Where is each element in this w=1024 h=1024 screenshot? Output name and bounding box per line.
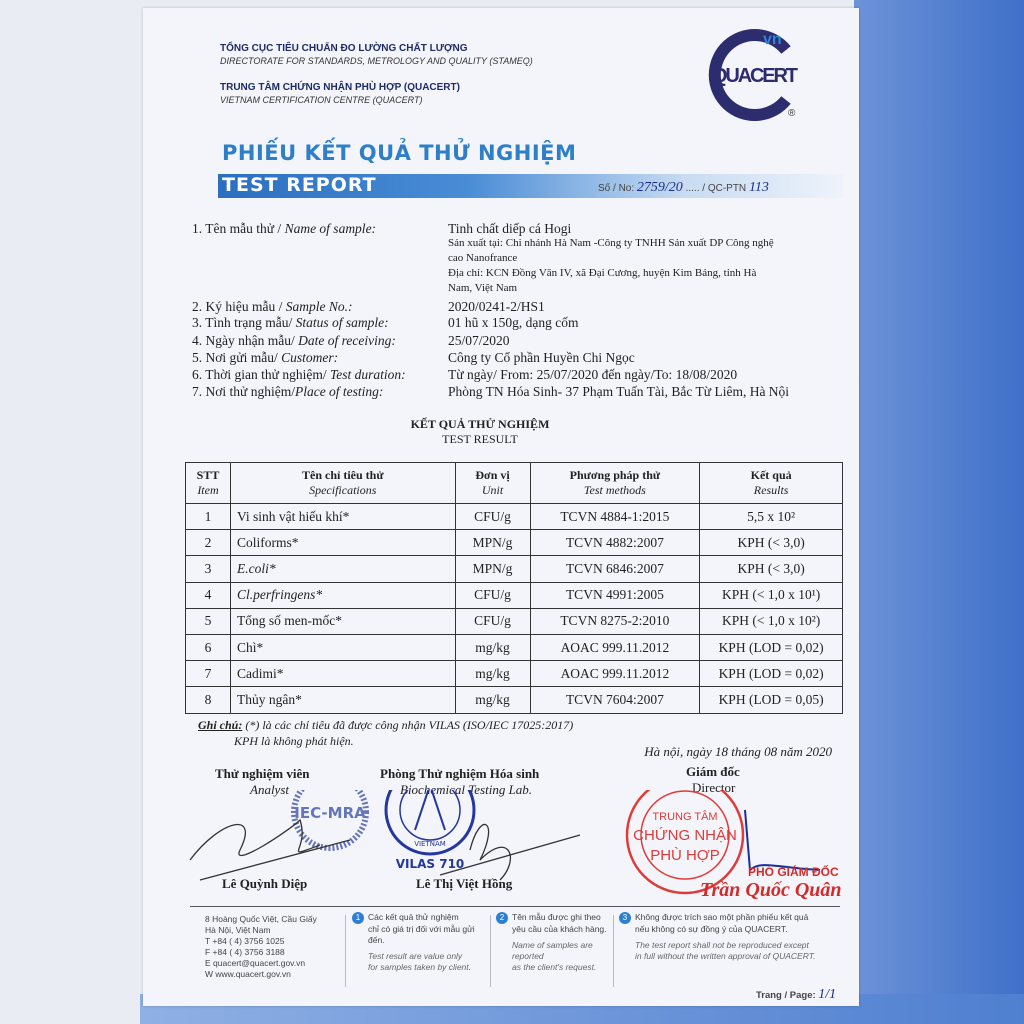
cell-item: 5	[186, 608, 231, 634]
cell-result: KPH (LOD = 0,05)	[700, 687, 843, 713]
cell-item: 1	[186, 504, 231, 530]
column-header: STT Item	[186, 463, 231, 504]
cell-unit: mg/kg	[455, 687, 530, 713]
org1-vi: TỔNG CỤC TIÊU CHUẨN ĐO LƯỜNG CHẤT LƯỢNG	[220, 43, 468, 54]
cell-result: KPH (< 1,0 x 10¹)	[700, 582, 843, 608]
cell-result: 5,5 x 10²	[700, 504, 843, 530]
cell-unit: mg/kg	[455, 634, 530, 660]
info-value: Tinh chất diếp cá Hogi	[448, 221, 572, 236]
logo-reg: ®	[788, 108, 796, 119]
cell-unit: CFU/g	[455, 582, 530, 608]
org2-vi: TRUNG TÂM CHỨNG NHẬN PHÙ HỢP (QUACERT)	[220, 82, 460, 93]
cell-method: AOAC 999.11.2012	[530, 661, 700, 687]
svg-text:VIETNAM: VIETNAM	[414, 840, 446, 848]
cell-item: 7	[186, 661, 231, 687]
sample-detail: Nam, Việt Nam	[448, 282, 518, 294]
cell-result: KPH (LOD = 0,02)	[700, 634, 843, 660]
table-row	[186, 687, 843, 713]
column-header: Tên chỉ tiêu thử Specifications	[230, 463, 455, 504]
lab-signature	[440, 825, 580, 880]
quacert-logo	[700, 22, 810, 122]
cell-method: TCVN 8275-2:2010	[530, 608, 700, 634]
cell-unit: MPN/g	[455, 530, 530, 556]
info-label: 3. Tình trạng mẫu/ Status of sample:	[192, 315, 389, 330]
info-label: 2. Ký hiệu mẫu / Sample No.:	[192, 299, 353, 314]
svg-text:PHÙ HỢP: PHÙ HỢP	[650, 847, 720, 864]
footer-contact: 8 Hoàng Quốc Việt, Cầu Giấy Hà Nội, Việt Nam T +84 ( 4) 3756 1025 F +84 ( 4) 3756 3188 E quacert@quacert.gov.vn W www.quacert.gov.vn	[205, 914, 317, 979]
sig-analyst-role-en: Analyst	[250, 782, 289, 797]
sig-lab-name: Lê Thị Việt Hồng	[416, 876, 513, 891]
info-value: Phòng TN Hóa Sinh- 37 Phạm Tuấn Tài, Bắc Từ Liêm, Hà Nội	[448, 384, 790, 399]
cell-result: KPH (< 1,0 x 10²)	[700, 608, 843, 634]
info-value: 2020/0241-2/HS1	[448, 299, 545, 314]
cell-spec: Thủy ngân*	[230, 687, 455, 713]
page-number: Trang / Page: 1/1	[756, 987, 837, 1002]
cell-item: 4	[186, 582, 231, 608]
title-vi: PHIẾU KẾT QUẢ THỬ NGHIỆM	[222, 141, 577, 165]
column-header: Kết quả Results	[700, 463, 843, 504]
cell-item: 6	[186, 634, 231, 660]
cell-method: TCVN 4882:2007	[530, 530, 700, 556]
director-signature	[745, 810, 820, 870]
table-row	[186, 634, 843, 660]
svg-text:TRUNG TÂM: TRUNG TÂM	[652, 811, 718, 823]
footer-note: 2 Tên mẫu được ghi theo yêu cầu của khách hàng. Name of samples are reported as the client's request.	[496, 912, 609, 973]
table-row	[186, 582, 843, 608]
cell-method: TCVN 6846:2007	[530, 556, 700, 582]
svg-text:VILAS 710: VILAS 710	[395, 857, 465, 871]
cell-method: TCVN 7604:2007	[530, 687, 700, 713]
cell-method: TCVN 4991:2005	[530, 582, 700, 608]
cell-unit: mg/kg	[455, 661, 530, 687]
cell-result: KPH (< 3,0)	[700, 556, 843, 582]
cell-method: AOAC 999.11.2012	[530, 634, 700, 660]
sig-director-role-en: Director	[692, 780, 736, 795]
cell-spec: Cadimi*	[230, 661, 455, 687]
cell-result: KPH (LOD = 0,02)	[700, 661, 843, 687]
table-row	[186, 556, 843, 582]
cell-spec: Vi sinh vật hiếu khí*	[230, 504, 455, 530]
org2-en: VIETNAM CERTIFICATION CENTRE (QUACERT)	[220, 95, 423, 105]
cell-spec: E.coli*	[230, 556, 455, 582]
logo-vn: vn	[763, 31, 782, 48]
footer-note: 1 Các kết quả thử nghiệm chỉ có giá trị đối với mẫu gửi đến. Test result are value only for samples taken by client.	[352, 912, 486, 973]
sig-analyst-name: Lê Quỳnh Diệp	[222, 876, 308, 891]
sig-lab-role: Phòng Thử nghiệm Hóa sinh	[380, 766, 540, 781]
red-certification-stamp	[627, 790, 743, 893]
footer-divider	[190, 906, 840, 907]
result-heading-en: TEST RESULT	[442, 432, 518, 446]
info-label: 6. Thời gian thử nghiệm/ Test duration:	[192, 367, 406, 382]
note-line-1: Ghi chú: (*) là các chỉ tiêu đã được công nhận VILAS (ISO/IEC 17025:2017)	[198, 718, 574, 732]
svg-text:IEC-MRA: IEC-MRA	[294, 804, 366, 822]
table-row	[186, 608, 843, 634]
table-row	[186, 530, 843, 556]
column-header: Đơn vị Unit	[455, 463, 530, 504]
info-value: Từ ngày/ From: 25/07/2020 đến ngày/To: 18/08/2020	[448, 367, 738, 382]
table-row	[186, 661, 843, 687]
sample-detail: Sản xuất tại: Chi nhánh Hà Nam -Công ty TNHH Sản xuất DP Công nghệ	[448, 237, 774, 249]
cell-spec: Coliforms*	[230, 530, 455, 556]
cell-unit: MPN/g	[455, 556, 530, 582]
info-label: 5. Nơi gửi mẫu/ Customer:	[192, 350, 339, 365]
iec-mra-stamp	[294, 790, 366, 848]
vilas-stamp	[386, 790, 474, 871]
footer-note: 3 Không được trích sao một phần phiếu kết quả nếu không có sự đồng ý của QUACERT. The test report shall not be reproduced except in full without the written approval of QUACERT.	[619, 912, 851, 962]
date-line: Hà nội, ngày 18 tháng 08 năm 2020	[644, 744, 832, 759]
title-en: TEST REPORT	[222, 174, 377, 196]
sig-lab-role-en: Biochemical Testing Lab.	[400, 782, 533, 797]
sample-detail: Địa chỉ: KCN Đồng Văn IV, xã Đại Cương, huyện Kim Bảng, tỉnh Hà	[448, 267, 757, 279]
cell-item: 8	[186, 687, 231, 713]
svg-text:CHỨNG NHẬN: CHỨNG NHẬN	[633, 827, 737, 844]
deputy-director-title: PHÓ GIÁM ĐỐC	[748, 865, 839, 879]
info-label: 1. Tên mẫu thử / Name of sample:	[192, 221, 377, 236]
logo-text: QUACERT	[712, 65, 798, 87]
cell-spec: Chì*	[230, 634, 455, 660]
cell-unit: CFU/g	[455, 504, 530, 530]
sample-detail: cao Nanofrance	[448, 252, 518, 264]
result-heading-vi: KẾT QUẢ THỬ NGHIỆM	[410, 417, 550, 431]
deputy-director-name: Trần Quốc Quân	[700, 879, 842, 901]
table-row	[186, 504, 843, 530]
background-blue	[854, 0, 1024, 1024]
org1-en: DIRECTORATE FOR STANDARDS, METROLOGY AND QUALITY (STAMEQ)	[220, 56, 533, 66]
info-value: 25/07/2020	[448, 333, 510, 348]
report-number: Số / No: 2759/20 ..... / QC-PTN 113	[598, 180, 769, 195]
cell-unit: CFU/g	[455, 608, 530, 634]
cell-item: 2	[186, 530, 231, 556]
cell-item: 3	[186, 556, 231, 582]
sig-analyst-role: Thử nghiệm viên	[215, 766, 310, 781]
info-label: 4. Ngày nhận mẫu/ Date of receiving:	[192, 333, 396, 348]
info-label: 7. Nơi thử nghiệm/Place of testing:	[192, 384, 384, 399]
cell-spec: Cl.perfringens*	[230, 582, 455, 608]
cell-method: TCVN 4884-1:2015	[530, 504, 700, 530]
note-line-2: KPH là không phát hiện.	[234, 734, 354, 748]
cell-spec: Tổng số men-mốc*	[230, 608, 455, 634]
results-table	[185, 462, 843, 714]
info-value: 01 hũ x 150g, dạng cốm	[448, 315, 579, 330]
sig-director-role: Giám đốc	[686, 764, 740, 779]
cell-result: KPH (< 3,0)	[700, 530, 843, 556]
info-value: Công ty Cổ phần Huyền Chi Ngọc	[448, 350, 635, 365]
column-header: Phương pháp thử Test methods	[530, 463, 700, 504]
